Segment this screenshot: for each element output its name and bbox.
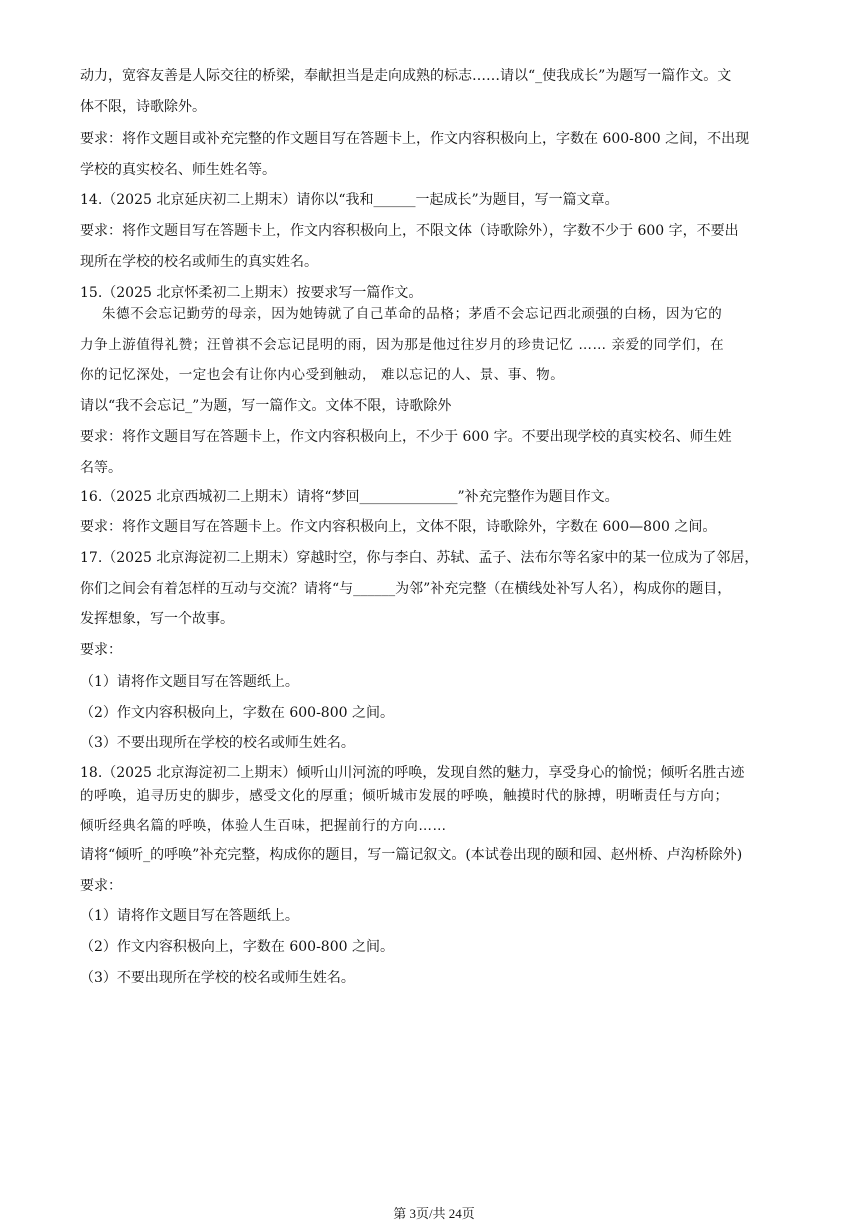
text-line: 要求：将作文题目写在答题卡上，作文内容积极向上，不少于 600 字。不要出现学校的真实校名、师生姓	[80, 429, 732, 445]
requirement-item: （1）请将作文题目写在答题纸上。	[80, 674, 299, 690]
text-line: 现所在学校的校名或师生的真实姓名。	[80, 254, 318, 270]
page-number: 第 3页/共 24页	[393, 1206, 475, 1221]
text-line: 发挥想象，写一个故事。	[80, 611, 234, 627]
question-15: 15.（2025 北京怀柔初二上期末）按要求写一篇作文。	[80, 285, 423, 301]
requirement-item: （2）作文内容积极向上，字数在 600-800 之间。	[80, 705, 394, 721]
text-line: 要求：将作文题目写在答题卡上。作文内容积极向上，文体不限，诗歌除外，字数在 600—800 之间。	[80, 519, 717, 535]
text-line: 请将“倾听_的呼唤”补充完整，构成你的题目，写一篇记叙文。(本试卷出现的颐和园、赵州桥、卢沟桥除外)	[80, 847, 743, 863]
text-line: 请以“我不会忘记_”为题，写一篇作文。文体不限，诗歌除外	[80, 398, 452, 414]
text-line: 体不限，诗歌除外。	[80, 99, 206, 115]
text-line: 要求：	[80, 642, 122, 658]
text-line: 学校的真实校名、师生姓名等。	[80, 162, 276, 178]
requirement-item: （1）请将作文题目写在答题纸上。	[80, 908, 299, 924]
text-line: 你们之间会有着怎样的互动与交流？请将“与______为邻”补充完整（在横线处补写人名），构成你的题目，	[80, 581, 732, 597]
prompt-line: 力争上游值得礼赞；汪曾祺不会忘记昆明的雨，因为那是他过往岁月的珍贵记忆 …… 亲爱的同学们，在	[80, 337, 725, 353]
prompt-line: 朱德不会忘记勤劳的母亲，因为她铸就了自己革命的品格；茅盾不会忘记西北顽强的白杨，因为它的	[102, 306, 723, 322]
prompt-line: 你的记忆深处，一定也会有让你内心受到触动， 难以忘记的人、景、事、物。	[80, 367, 565, 383]
text-line: 名等。	[80, 460, 122, 476]
text-line: 要求：将作文题目或补充完整的作文题目写在答题卡上，作文内容积极向上，字数在 600-800 之间，不出现	[80, 131, 750, 147]
text-line: 动力，宽容友善是人际交往的桥梁，奉献担当是走向成熟的标志……请以“_使我成长”为题写一篇作文。文	[80, 68, 732, 84]
question-17: 17.（2025 北京海淀初二上期末）穿越时空，你与李白、苏轼、孟子、法布尔等名家中的某一位成为了邻居，	[80, 550, 759, 566]
requirement-item: （3）不要出现所在学校的校名或师生姓名。	[80, 970, 355, 986]
question-16: 16.（2025 北京西城初二上期末）请将“梦回______________”补充完整作为题目作文。	[80, 489, 619, 505]
text-line: 要求：	[80, 878, 122, 894]
question-14: 14.（2025 北京延庆初二上期末）请你以“我和______一起成长”为题目，写一篇文章。	[80, 192, 619, 208]
prompt-line: 倾听经典名篇的呼唤，体验人生百味，把握前行的方向……	[80, 818, 447, 834]
prompt-line: 的呼唤，追寻历史的脚步，感受文化的厚重；倾听城市发展的呼唤，触摸时代的脉搏，明晰责任与方向；	[80, 788, 729, 804]
text-line: 要求：将作文题目写在答题卡上，作文内容积极向上，不限文体（诗歌除外），字数不少于 600 字，不要出	[80, 223, 739, 239]
requirement-item: （3）不要出现所在学校的校名或师生姓名。	[80, 735, 355, 751]
requirement-item: （2）作文内容积极向上，字数在 600-800 之间。	[80, 939, 394, 955]
question-18: 18.（2025 北京海淀初二上期末）倾听山川河流的呼唤，发现自然的魅力，享受身心的愉悦；倾听名胜古迹	[80, 765, 745, 781]
